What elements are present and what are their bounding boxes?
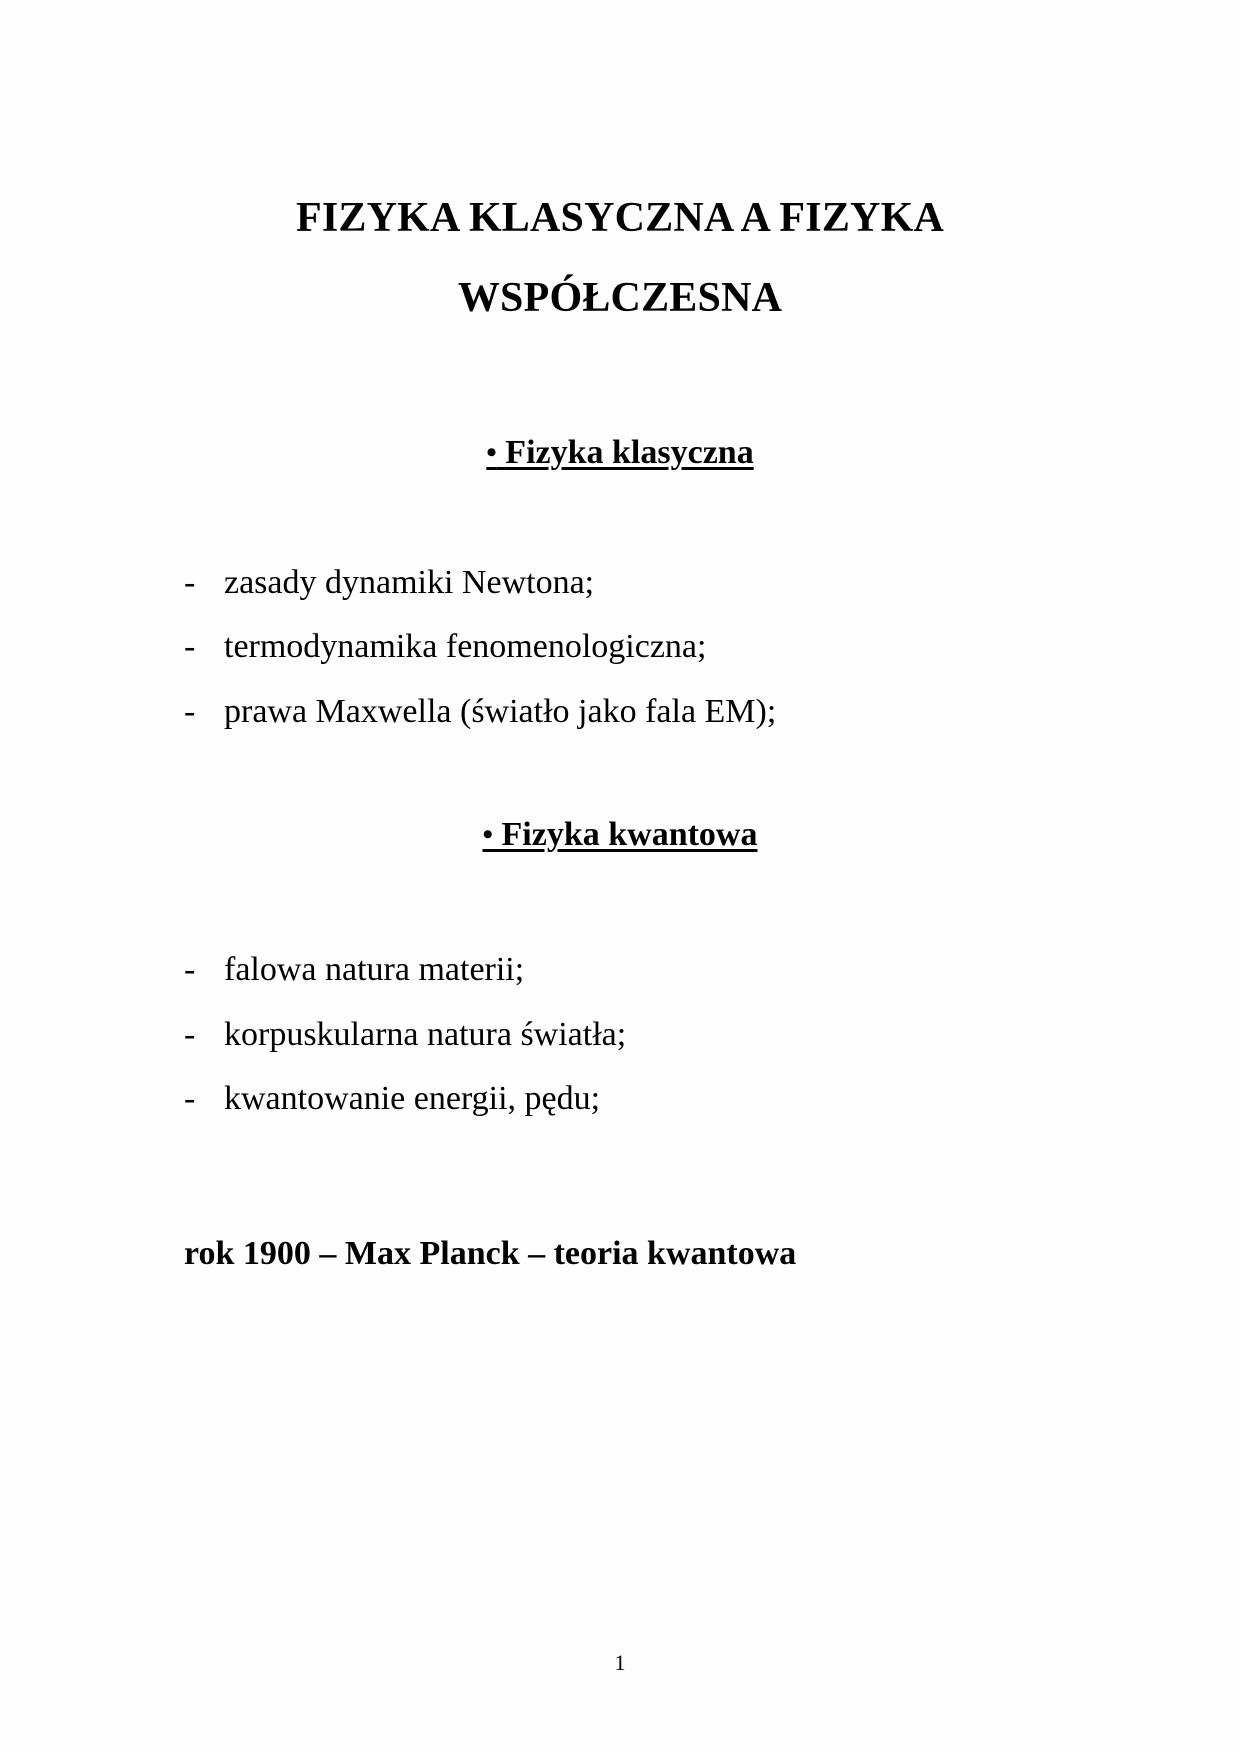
list-item-text: falowa natura materii; <box>224 951 525 988</box>
dash-icon: - <box>184 951 196 988</box>
summary-note: rok 1900 – Max Planck – teoria kwantowa <box>184 1235 797 1272</box>
dash-icon: - <box>184 564 196 601</box>
document-title-line-1: FIZYKA KLASYCZNA A FIZYKA <box>296 195 944 241</box>
list-item <box>184 695 776 729</box>
list-item-text: zasady dynamiki Newtona; <box>224 564 595 601</box>
list-item <box>184 630 706 664</box>
section-heading-label: Fizyka klasyczna <box>505 434 754 471</box>
dash-icon: - <box>184 693 196 730</box>
bullet-icon: • <box>486 436 497 469</box>
section-heading-classical-physics <box>0 436 1240 470</box>
document-title-line-2: WSPÓŁCZESNA <box>457 275 783 321</box>
section-heading-inner <box>483 816 758 853</box>
bullet-icon: • <box>482 818 494 851</box>
list-item <box>184 566 594 600</box>
list-item-text: prawa Maxwella (światło jako fala EM); <box>224 693 777 730</box>
dash-icon: - <box>184 628 196 665</box>
dash-icon: - <box>184 1016 196 1053</box>
list-item-text: korpuskularna natura światła; <box>224 1016 627 1053</box>
dash-icon: - <box>184 1080 196 1117</box>
section-heading-inner <box>486 434 753 471</box>
list-item-text: termodynamika fenomenologiczna; <box>224 628 707 665</box>
list-item-text: kwantowanie energii, pędu; <box>224 1080 601 1117</box>
list-item <box>184 1018 626 1052</box>
section-heading-label: Fizyka kwantowa <box>501 816 758 853</box>
list-item <box>184 953 524 987</box>
page-number: 1 <box>614 1650 626 1675</box>
section-heading-quantum-physics <box>0 818 1240 852</box>
list-item <box>184 1082 600 1116</box>
